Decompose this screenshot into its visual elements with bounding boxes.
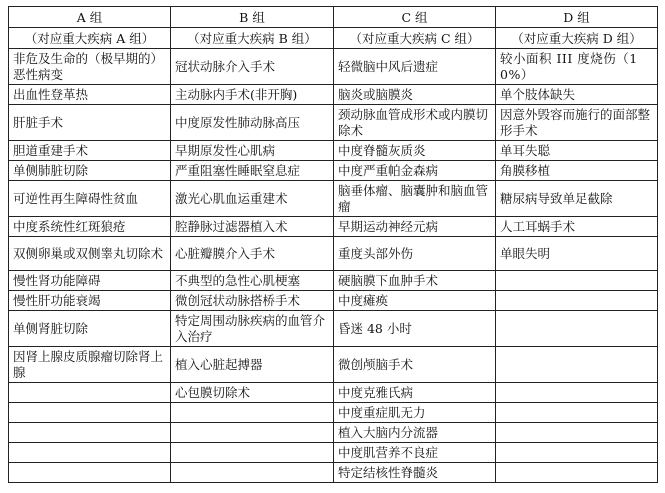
table-cell [9,403,171,423]
table-cell: 早期原发性心肌病 [171,141,334,161]
table-cell: 人工耳蜗手术 [496,217,658,237]
table-cell: 单耳失聪 [496,141,658,161]
header-sub-b: （对应重大疾病 B 组） [171,28,334,49]
header-group-b: B 组 [171,7,334,28]
header-row-groups [9,7,658,28]
table-cell [496,291,658,311]
table-cell: 较小面积 III 度烧伤（10%） [496,49,658,85]
table-row [9,181,658,217]
table-cell: 中度系统性红斑狼疮 [9,217,171,237]
table-cell: 冠状动脉介入手术 [171,49,334,85]
table-cell: 中度重症肌无力 [334,403,496,423]
table-row [9,85,658,105]
table-cell: 慢性肝功能衰竭 [9,291,171,311]
table-cell [9,383,171,403]
table-cell [171,403,334,423]
header-group-c: C 组 [334,7,496,28]
table-row [9,105,658,141]
table-cell: 糖尿病导致单足截除 [496,181,658,217]
table-row [9,49,658,85]
table-cell: 硬脑膜下血肿手术 [334,271,496,291]
table-cell: 因意外毁容而施行的面部整形手术 [496,105,658,141]
table-cell [496,311,658,347]
table-cell: 中度脊髓灰质炎 [334,141,496,161]
table-cell: 脑炎或脑膜炎 [334,85,496,105]
table-row [9,383,658,403]
table-cell: 特定周围动脉疾病的血管介入治疗 [171,311,334,347]
header-row-subtitles [9,28,658,49]
header-sub-d: （对应重大疾病 D 组） [496,28,658,49]
table-cell: 微创冠状动脉搭桥手术 [171,291,334,311]
table-row [9,423,658,443]
table-row [9,217,658,237]
table-cell [9,443,171,463]
table-cell: 脑垂体瘤、脑囊肿和脑血管瘤 [334,181,496,217]
table-cell: 重度头部外伤 [334,237,496,271]
table-cell: 中度原发性肺动脉高压 [171,105,334,141]
table-cell: 主动脉内手术(非开胸) [171,85,334,105]
table-cell: 非危及生命的（极早期的）恶性病变 [9,49,171,85]
table-cell: 昏迷 48 小时 [334,311,496,347]
table-row [9,161,658,181]
header-group-d: D 组 [496,7,658,28]
table-cell: 肝脏手术 [9,105,171,141]
table-cell: 不典型的急性心肌梗塞 [171,271,334,291]
table-cell [9,423,171,443]
table-cell: 可逆性再生障碍性贫血 [9,181,171,217]
table-cell: 单侧肾脏切除 [9,311,171,347]
disease-group-table [8,6,658,483]
table-cell: 腔静脉过滤器植入术 [171,217,334,237]
table-cell: 微创颅脑手术 [334,347,496,383]
table-row [9,403,658,423]
table-cell [171,463,334,483]
table-cell: 中度瘫痪 [334,291,496,311]
table-cell: 出血性登革热 [9,85,171,105]
table-cell: 心脏瓣膜介入手术 [171,237,334,271]
table-cell: 激光心肌血运重建术 [171,181,334,217]
table-cell: 慢性肾功能障碍 [9,271,171,291]
table-cell [496,383,658,403]
table-cell: 胆道重建手术 [9,141,171,161]
table-row [9,347,658,383]
table-cell: 单侧肺脏切除 [9,161,171,181]
table-cell: 中度肌营养不良症 [334,443,496,463]
table-cell [171,443,334,463]
table-row [9,271,658,291]
table-cell [171,423,334,443]
table-cell: 因肾上腺皮质腺瘤切除肾上腺 [9,347,171,383]
table-cell: 植入大脑内分流器 [334,423,496,443]
table-cell [496,271,658,291]
table-cell: 严重阻塞性睡眠窒息症 [171,161,334,181]
table-row [9,237,658,271]
table-cell: 植入心脏起搏器 [171,347,334,383]
table-cell [496,403,658,423]
table-row [9,291,658,311]
table-cell [496,463,658,483]
table-row [9,463,658,483]
table-cell: 中度严重帕金森病 [334,161,496,181]
table-cell: 颈动脉血管成形术或内膜切除术 [334,105,496,141]
table-cell: 双侧卵巢或双侧睾丸切除术 [9,237,171,271]
table-cell: 中度克雅氏病 [334,383,496,403]
table-row [9,443,658,463]
table-row [9,141,658,161]
table-cell: 心包膜切除术 [171,383,334,403]
table-cell: 单个肢体缺失 [496,85,658,105]
header-sub-c: （对应重大疾病 C 组） [334,28,496,49]
table-cell: 单眼失明 [496,237,658,271]
table-cell [496,423,658,443]
table-cell [496,443,658,463]
table-cell: 轻微脑中风后遗症 [334,49,496,85]
table-row [9,311,658,347]
header-sub-a: （对应重大疾病 A 组） [9,28,171,49]
header-group-a: A 组 [9,7,171,28]
table-cell [9,463,171,483]
table-cell: 特定结核性脊髓炎 [334,463,496,483]
table-cell: 早期运动神经元病 [334,217,496,237]
table-cell: 角膜移植 [496,161,658,181]
table-cell [496,347,658,383]
